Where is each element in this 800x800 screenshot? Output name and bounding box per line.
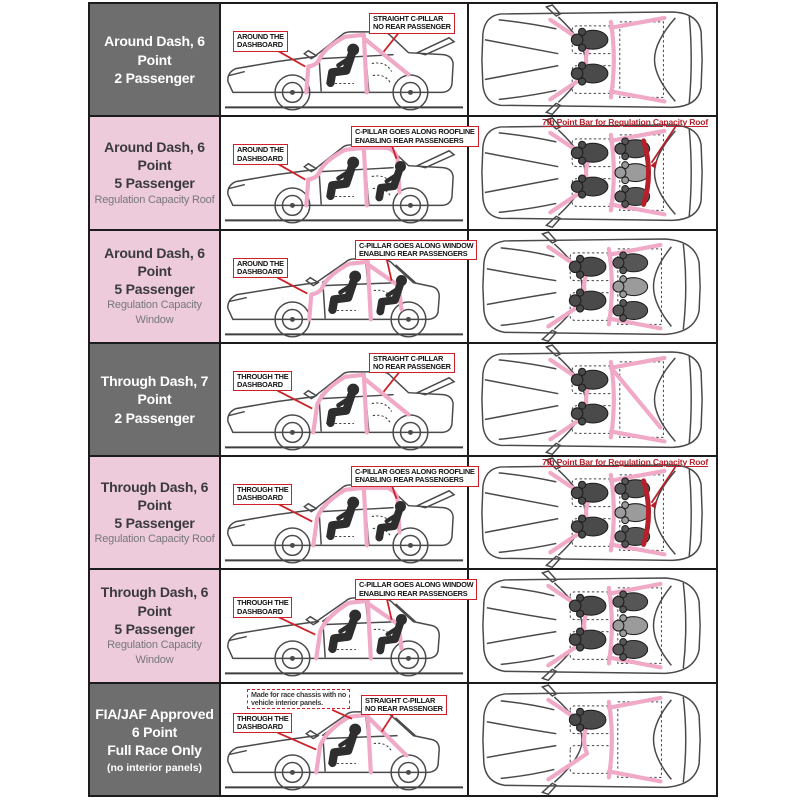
rear-passenger-silhouette <box>379 161 406 198</box>
car-top-view-sedan <box>469 457 716 568</box>
config-title-line: 5 Passenger <box>114 620 195 637</box>
config-title-line: 5 Passenger <box>114 175 195 192</box>
config-row-through-dash-7pt-2pass <box>90 344 716 457</box>
config-subtitle: Regulation Capacity Roof <box>94 533 215 546</box>
callout-leader-lines <box>278 145 397 180</box>
config-title-line: 5 Passenger <box>114 280 195 297</box>
config-title-line: Through Dash, 6 Point <box>100 584 209 619</box>
callout-cpillar: C-PILLAR GOES ALONG ROOFLINE ENABLING REAR PASSENGERS <box>351 126 479 147</box>
top-view-cell <box>469 570 716 681</box>
top-view-cell <box>469 231 716 342</box>
driver-silhouette <box>332 723 361 762</box>
rollcage-top <box>550 18 664 101</box>
car-top-view-hatchback <box>469 570 716 681</box>
seventh-point-bar-label: 7th Point Bar for Regulation Capacity Roof <box>542 117 708 128</box>
rollcage-configuration-chart <box>88 2 718 797</box>
seventh-point-bar-label: 7th Point Bar for Regulation Capacity Roof <box>542 457 708 468</box>
callout-dashboard: AROUND THE DASHBOARD <box>233 31 288 52</box>
callout-dashboard: AROUND THE DASHBOARD <box>233 144 288 165</box>
passenger-top <box>569 255 606 278</box>
callout-cpillar: STRAIGHT C-PILLAR NO REAR PASSENGER <box>361 695 447 716</box>
callout-dashboard: THROUGH THE DASHBOARD <box>233 371 292 392</box>
callout-cpillar: STRAIGHT C-PILLAR NO REAR PASSENGER <box>369 353 455 374</box>
config-subtitle: Regulation Capacity Window <box>107 638 202 667</box>
config-row-through-dash-6pt-5pass-window <box>90 570 716 683</box>
rollcage-side <box>306 35 408 93</box>
car-top-view-sedan <box>469 344 716 455</box>
side-view-cell <box>221 231 474 342</box>
config-row-around-dash-6pt-5pass-roof <box>90 117 716 230</box>
callout-race-note: Made for race chassis with no vehicle interior panels. <box>247 689 350 709</box>
config-label-cell <box>90 231 221 342</box>
config-title-line: FIA/JAF Approved <box>95 705 214 722</box>
callout-cpillar: C-PILLAR GOES ALONG ROOFLINE ENABLING REAR PASSENGERS <box>351 466 479 487</box>
callout-dashboard: THROUGH THE DASHBOARD <box>233 713 292 734</box>
config-label-cell <box>90 4 221 115</box>
car-top-view-sedan <box>469 4 716 115</box>
passenger-top <box>571 142 608 165</box>
callout-leader-lines <box>278 710 395 750</box>
car-top-view-sedan <box>469 117 716 228</box>
config-label-cell <box>90 684 221 795</box>
driver-silhouette <box>331 44 360 83</box>
callout-leader-lines <box>278 258 392 293</box>
config-label-cell <box>90 344 221 455</box>
passenger-top <box>571 368 608 391</box>
config-title-line: Through Dash, 6 Point <box>100 478 209 513</box>
callout-dashboard: THROUGH THE DASHBOARD <box>233 597 292 618</box>
config-row-around-dash-6pt-5pass-window <box>90 231 716 344</box>
config-label-cell <box>90 570 221 681</box>
top-view-cell <box>469 457 716 568</box>
driver-silhouette <box>332 270 361 309</box>
config-title-line: Through Dash, 7 Point <box>100 373 209 408</box>
config-row-fia-jaf-6pt-full-race <box>90 684 716 795</box>
callout-cpillar: C-PILLAR GOES ALONG WINDOW ENABLING REAR PASSENGERS <box>355 240 477 261</box>
config-title-line: Around Dash, 6 Point <box>104 138 205 174</box>
callout-cpillar: C-PILLAR GOES ALONG WINDOW ENABLING REAR PASSENGERS <box>355 579 477 600</box>
callout-leader-lines <box>278 485 397 522</box>
top-view-cell <box>469 684 716 795</box>
top-view-cell <box>469 344 716 455</box>
side-view-cell <box>221 117 475 228</box>
driver-silhouette <box>332 610 361 649</box>
config-title-line: Full Race Only <box>107 741 202 758</box>
config-row-through-dash-6pt-5pass-roof <box>90 457 716 570</box>
car-top-view-hatchback <box>469 684 716 795</box>
side-view-cell <box>221 344 469 455</box>
config-title-line: 2 Passenger <box>114 409 195 426</box>
car-top-view-hatchback <box>469 231 716 342</box>
callout-dashboard: AROUND THE DASHBOARD <box>233 258 288 279</box>
callout-dashboard: THROUGH THE DASHBOARD <box>233 484 292 505</box>
driver-top <box>569 708 606 731</box>
driver-silhouette <box>331 157 360 196</box>
top-view-cell <box>469 117 716 228</box>
side-view-cell <box>221 4 469 115</box>
config-row-around-dash-6pt-2pass <box>90 4 716 117</box>
config-title-line: Around Dash, 6 Point <box>104 244 205 279</box>
config-footnote: (no interior panels) <box>106 762 203 775</box>
config-title-line: Around Dash, 6 Point <box>104 33 205 68</box>
passenger-top <box>571 28 608 51</box>
driver-silhouette <box>331 384 360 423</box>
callout-cpillar: STRAIGHT C-PILLAR NO REAR PASSENGER <box>369 13 455 34</box>
top-view-cell <box>469 4 716 115</box>
config-title-line: 5 Passenger <box>114 515 195 532</box>
config-label-cell <box>90 117 221 228</box>
side-view-cell <box>221 570 474 681</box>
passenger-top <box>569 595 606 618</box>
passenger-top <box>571 481 608 504</box>
side-view-cell <box>221 457 475 568</box>
config-title-line: 2 Passenger <box>114 69 195 86</box>
rollcage-top <box>548 698 660 781</box>
config-title-line: 6 Point <box>131 723 178 740</box>
rear-passenger-silhouette <box>379 501 406 538</box>
rollcage-top <box>550 358 664 441</box>
config-label-cell <box>90 457 221 568</box>
driver-silhouette <box>331 497 360 536</box>
config-subtitle: Regulation Capacity Roof <box>94 193 215 206</box>
side-view-cell <box>221 684 469 795</box>
config-subtitle: Regulation Capacity Window <box>107 299 202 327</box>
